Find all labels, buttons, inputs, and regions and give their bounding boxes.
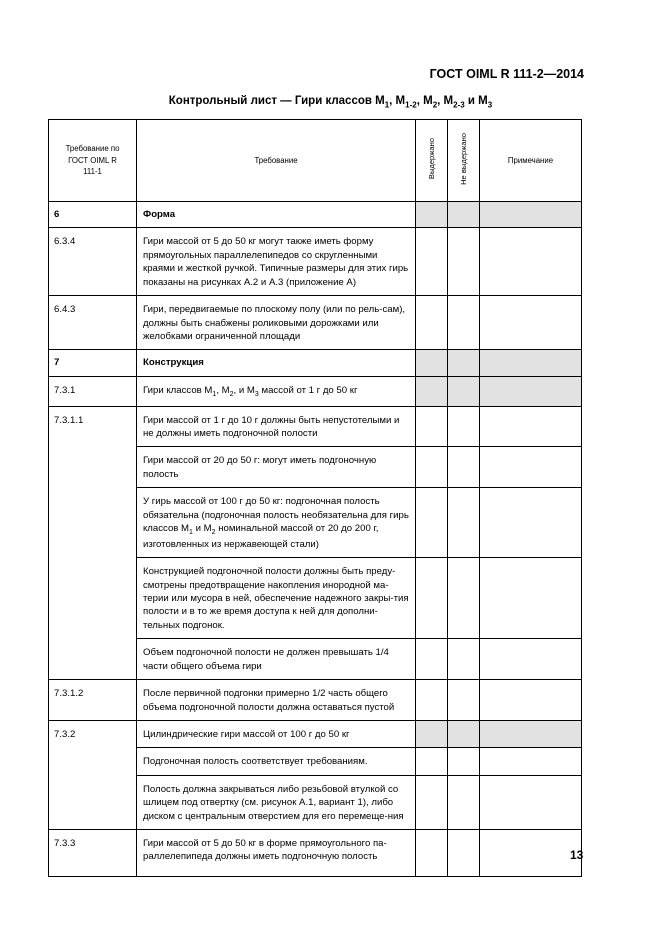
requirement-cell: Гири массой от 20 до 50 г: могут иметь подгоночную полость <box>137 447 416 488</box>
failed-cell <box>448 720 480 747</box>
requirement-cell: Подгоночная полость соответствует требованиям. <box>137 748 416 775</box>
failed-cell <box>448 639 480 680</box>
table-row <box>49 830 582 877</box>
req-ref-cell: 7.3.1.1 <box>49 406 137 680</box>
passed-cell <box>416 228 448 296</box>
req-ref-cell: 7.3.3 <box>49 830 137 877</box>
passed-cell <box>416 447 448 488</box>
req-ref-cell: 7.3.1 <box>49 376 137 406</box>
note-cell <box>480 558 582 639</box>
header-row <box>49 120 582 202</box>
req-ref-cell: 6.4.3 <box>49 296 137 350</box>
req-ref-cell: 6 <box>49 202 137 228</box>
table-row <box>49 406 582 447</box>
table-row <box>49 296 582 350</box>
failed-cell <box>448 748 480 775</box>
table-row <box>49 202 582 228</box>
table-caption: Контрольный лист — Гири классов $М_1$, $М_{1-2}$, $М_2$, $М_{2-3}$ и $М_3$ <box>168 95 493 110</box>
note-cell <box>480 376 582 406</box>
requirement-cell: Конструкцией подгоночной полости должны быть преду-смотрены предотвращение накопления инородной ма-терии или мусора в ней, обеспечение надежного закры-тия полости и в то же время доступа к ней для дополни-тельных подгонок. <box>137 558 416 639</box>
note-cell <box>480 830 582 877</box>
passed-cell <box>416 406 448 447</box>
note-cell <box>480 447 582 488</box>
req-ref-cell: 7.3.1.2 <box>49 680 137 721</box>
passed-cell <box>416 775 448 829</box>
passed-cell <box>416 748 448 775</box>
requirement-cell: Гири массой от 5 до 50 кг могут также иметь форму прямоугольных параллелепипедов со скругленными краями и жесткой ручкой. Типичные размеры для этих гирь показаны на рисунках А.2 и А.3 (приложение А) <box>137 228 416 296</box>
passed-cell <box>416 202 448 228</box>
req-ref-cell: 7 <box>49 350 137 376</box>
passed-cell <box>416 720 448 747</box>
requirement-cell: Гири массой от 5 до 50 кг в форме прямоугольного па-раллелепипеда должны иметь подгоночную полость <box>137 830 416 877</box>
note-cell <box>480 350 582 376</box>
passed-cell <box>416 558 448 639</box>
req-ref-cell: 7.3.2 <box>49 720 137 829</box>
checklist-table <box>48 119 582 877</box>
failed-cell <box>448 296 480 350</box>
header-note: Примечание <box>480 120 582 202</box>
table-row <box>49 680 582 721</box>
note-cell <box>480 406 582 447</box>
failed-cell <box>448 228 480 296</box>
passed-cell <box>416 488 448 558</box>
requirement-cell: Гири, передвигаемые по плоскому полу (или по рель-сам), должны быть снабжены роликовыми дорожками или желобками ограниченной площади <box>137 296 416 350</box>
requirement-cell: Полость должна закрываться либо резьбовой втулкой со шлицем под отвертку (см. рисунок А.1, вариант 1), либо диском с центральным отверстием для его перемеще-ния <box>137 775 416 829</box>
passed-cell <box>416 639 448 680</box>
failed-cell <box>448 775 480 829</box>
failed-cell <box>448 406 480 447</box>
note-cell <box>480 228 582 296</box>
passed-cell <box>416 830 448 877</box>
failed-cell <box>448 830 480 877</box>
table-row <box>49 228 582 296</box>
note-cell <box>480 202 582 228</box>
page-number: 13 <box>570 848 584 862</box>
failed-cell <box>448 202 480 228</box>
requirement-cell: Объем подгоночной полости не должен превышать 1/4 части общего объема гири <box>137 639 416 680</box>
note-cell <box>480 775 582 829</box>
passed-cell <box>416 350 448 376</box>
failed-cell <box>448 488 480 558</box>
requirement-cell: Конструкция <box>137 350 416 376</box>
passed-cell <box>416 680 448 721</box>
header-failed: Не выдержано <box>448 120 480 202</box>
requirement-cell: После первичной подгонки примерно 1/2 часть общего объема подгоночной полости должна оставаться пустой <box>137 680 416 721</box>
req-ref-cell: 6.3.4 <box>49 228 137 296</box>
note-cell <box>480 720 582 747</box>
document-id: ГОСТ OIML R 111-2—2014 <box>429 67 584 81</box>
passed-cell <box>416 376 448 406</box>
requirement-cell: Гири классов $М_1$, $М_2$, и $М_3$ массой от 1 г до 50 кг <box>137 376 416 406</box>
failed-cell <box>448 350 480 376</box>
header-requirement: Требование <box>137 120 416 202</box>
note-cell <box>480 680 582 721</box>
note-cell <box>480 748 582 775</box>
failed-cell <box>448 447 480 488</box>
note-cell <box>480 639 582 680</box>
note-cell <box>480 488 582 558</box>
requirement-cell: Форма <box>137 202 416 228</box>
table-row <box>49 376 582 406</box>
failed-cell <box>448 558 480 639</box>
requirement-cell: Цилиндрические гири массой от 100 г до 50 кг <box>137 720 416 747</box>
table-row <box>49 350 582 376</box>
note-cell <box>480 296 582 350</box>
passed-cell <box>416 296 448 350</box>
header-req-ref: Требование по ГОСТ OIML R 111-1 <box>49 120 137 202</box>
failed-cell <box>448 680 480 721</box>
table-row <box>49 720 582 747</box>
failed-cell <box>448 376 480 406</box>
header-passed: Выдержано <box>416 120 448 202</box>
requirement-cell: У гирь массой от 100 г до 50 кг: подгоночная полость обязательна (подгоночная полость необязательна для гирь классов $М_1$ и $М_2$ номинальной массой от 20 до 200 г, изготовленных из нержавеющей стали) <box>137 488 416 558</box>
requirement-cell: Гири массой от 1 г до 10 г должны быть непустотелыми и не должны иметь подгоночной полости <box>137 406 416 447</box>
